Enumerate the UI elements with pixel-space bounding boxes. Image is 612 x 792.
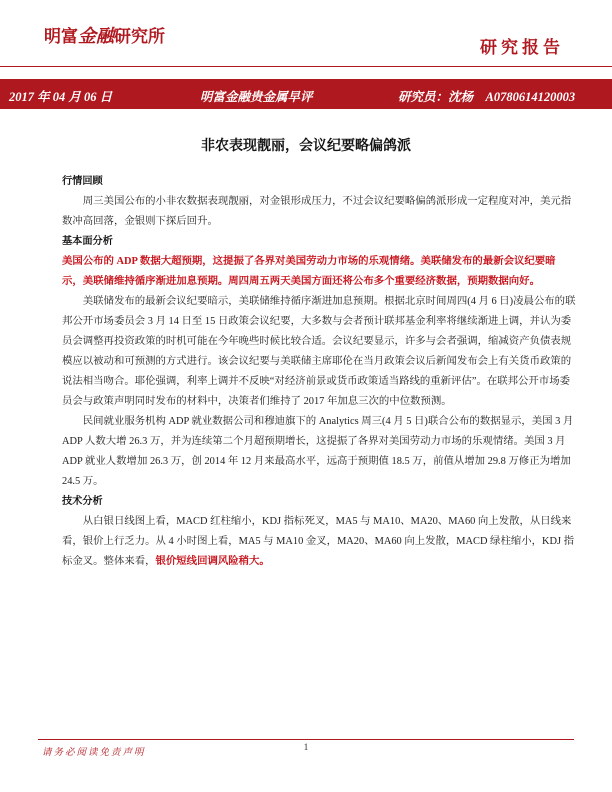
section-heading-technical: 技术分析: [62, 496, 103, 507]
section-heading-fundamentals: 基本面分析: [62, 236, 113, 247]
analyst-info: 研究员：沈杨 A0780614120003: [398, 90, 576, 104]
logo-text-1: 明富: [44, 27, 78, 47]
page-title: 非农表现靓丽，会议纪要略偏鸽派: [201, 138, 411, 154]
technical-conclusion: 银价短线回调风险稍大。: [155, 556, 270, 567]
report-body: [62, 172, 576, 572]
header-divider: [0, 66, 612, 67]
section-heading-market-review: 行情回顾: [62, 176, 103, 187]
fundamentals-highlight: 美国公布的 ADP 数据大超预期，这提振了各界对美国劳动力市场的乐观情绪。美联储发布的最新会议纪要暗示，美联储维持循序渐进加息预期。周四周五两天美国方面还将公布多个重要经济数据，预期数据向好。: [62, 256, 556, 287]
header-banner: [0, 79, 612, 109]
company-logo: [44, 22, 165, 46]
page-number: 1: [303, 743, 309, 753]
report-series-title: 明富金融贵金属早评: [200, 90, 313, 104]
disclaimer-note: 请务必阅读免责声明: [42, 747, 146, 758]
report-type-label: 研究报告: [480, 38, 564, 58]
technical-text: 从白银日线图上看，MACD 红柱缩小，KDJ 指标死叉，MA5 与 MA10、MA20、MA60 向上发散，从日线来看，银价上行乏力。从 4 小时图上看，MA5 与 MA10 金叉，MA20、MA60 向上发散，MACD 绿柱缩小，KDJ 指标金叉。整体来看，: [62, 516, 575, 567]
logo-text-3: 研究所: [114, 27, 165, 47]
footer-divider: [38, 739, 574, 740]
logo-text-2: 金融: [78, 26, 114, 47]
technical-paragraph: [62, 512, 576, 572]
market-review-paragraph: 周三美国公布的小非农数据表现靓丽，对金银形成压力，不过会议纪要略偏鸽派形成一定程度对冲，美元指数冲高回落，金银则下探后回升。: [62, 196, 572, 227]
report-date: 2017 年 04 月 06 日: [9, 90, 113, 104]
fundamentals-paragraph-adp: 民间就业服务机构 ADP 就业数据公司和穆迪旗下的 Analytics 周三(4 月 5 日)联合公布的数据显示，美国 3 月 ADP 人数大增 26.3 万，并为连续第二个月超预期增长，这提振了各界对美国劳动力市场的乐观情绪。美国 3 月 ADP 就业人数增加 26.3 万，创 2014 年 12 月来最高水平，远高于预期值 18.5 万，前值从增加 29.8 万修正为增加 24.5 万。: [62, 416, 574, 487]
fundamentals-paragraph-fed: 美联储发布的最新会议纪要暗示，美联储维持循序渐进加息预期。根据北京时间周四(4 月 6 日)凌晨公布的联邦公开市场委员会 3 月 14 日至 15 日政策会议纪要，大多数与会者预计联邦基金利率将继续渐进上调，并认为委员会调整再投资政策的时机可能在今年晚些时候比较合适。会议纪要显示，许多与会者强调，缩减资产负债表规模应以被动和可预测的方式进行。该会议纪要与美联储主席耶伦在当月政策会议后新闻发布会上有关货币政策的说法相当吻合。耶伦强调，利率上调并不反映“对经济前景或货币政策适当路线的重新评估”。在联邦公开市场委员会与政策声明同时发布的材料中，决策者们维持了 2017 年加息三次的中位数预测。: [62, 296, 576, 407]
